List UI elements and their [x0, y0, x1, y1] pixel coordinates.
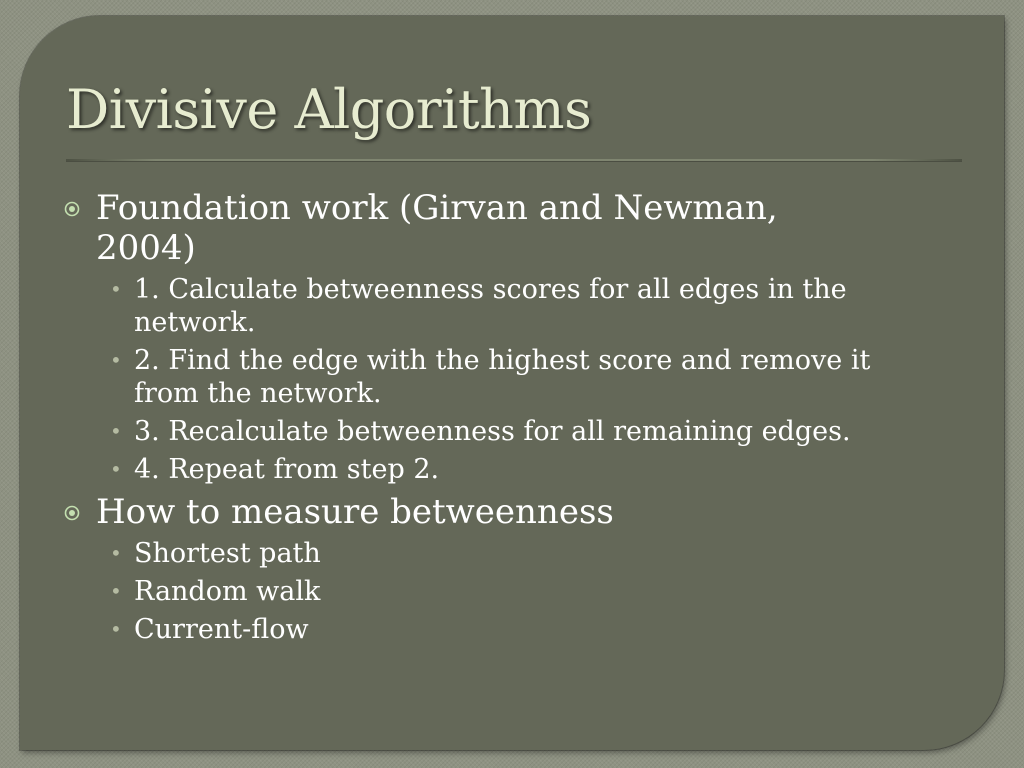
small-dot-icon: • — [110, 541, 122, 565]
bullet-text-line: How to measure betweenness — [96, 492, 614, 532]
sub-bullet-random-walk — [64, 575, 964, 608]
small-dot-icon: • — [110, 457, 122, 481]
sub-bullet-text-line: from the network. — [134, 378, 382, 409]
sub-bullet-text-line: 2. Find the edge with the highest score and remove it — [134, 345, 871, 376]
small-dot-icon: • — [110, 348, 122, 372]
small-dot-icon: • — [110, 579, 122, 603]
sub-bullet-step-4 — [64, 453, 964, 486]
sub-bullet-text-line: network. — [134, 307, 256, 338]
bullet-text-line: 2004) — [96, 228, 196, 268]
title-divider — [66, 159, 962, 161]
slide-body — [64, 188, 964, 646]
slide-panel — [20, 16, 1004, 750]
sub-bullet-text-line: Current-flow — [134, 614, 309, 645]
small-dot-icon: • — [110, 419, 122, 443]
sub-bullet-shortest-path — [64, 537, 964, 570]
sub-bullet-current-flow — [64, 613, 964, 646]
small-dot-icon: • — [110, 277, 122, 301]
sub-bullet-text-line: 1. Calculate betweenness scores for all edges in the — [134, 274, 847, 305]
bullet-text-line: Foundation work (Girvan and Newman, — [96, 188, 778, 228]
bullet-measure-betweenness — [64, 492, 964, 532]
sub-bullet-text-line: 4. Repeat from step 2. — [134, 454, 440, 485]
sub-bullet-step-2 — [64, 344, 964, 410]
sub-bullet-text-line: Shortest path — [134, 538, 321, 569]
sub-bullet-step-1 — [64, 273, 964, 339]
circled-dot-icon — [64, 201, 80, 217]
sub-bullet-text-line: 3. Recalculate betweenness for all remaining edges. — [134, 416, 851, 447]
small-dot-icon: • — [110, 617, 122, 641]
slide-title: Divisive Algorithms — [66, 78, 592, 141]
bullet-foundation-work — [64, 188, 964, 268]
sub-bullet-text-line: Random walk — [134, 576, 321, 607]
circled-dot-icon — [64, 505, 80, 521]
sub-bullet-step-3 — [64, 415, 964, 448]
